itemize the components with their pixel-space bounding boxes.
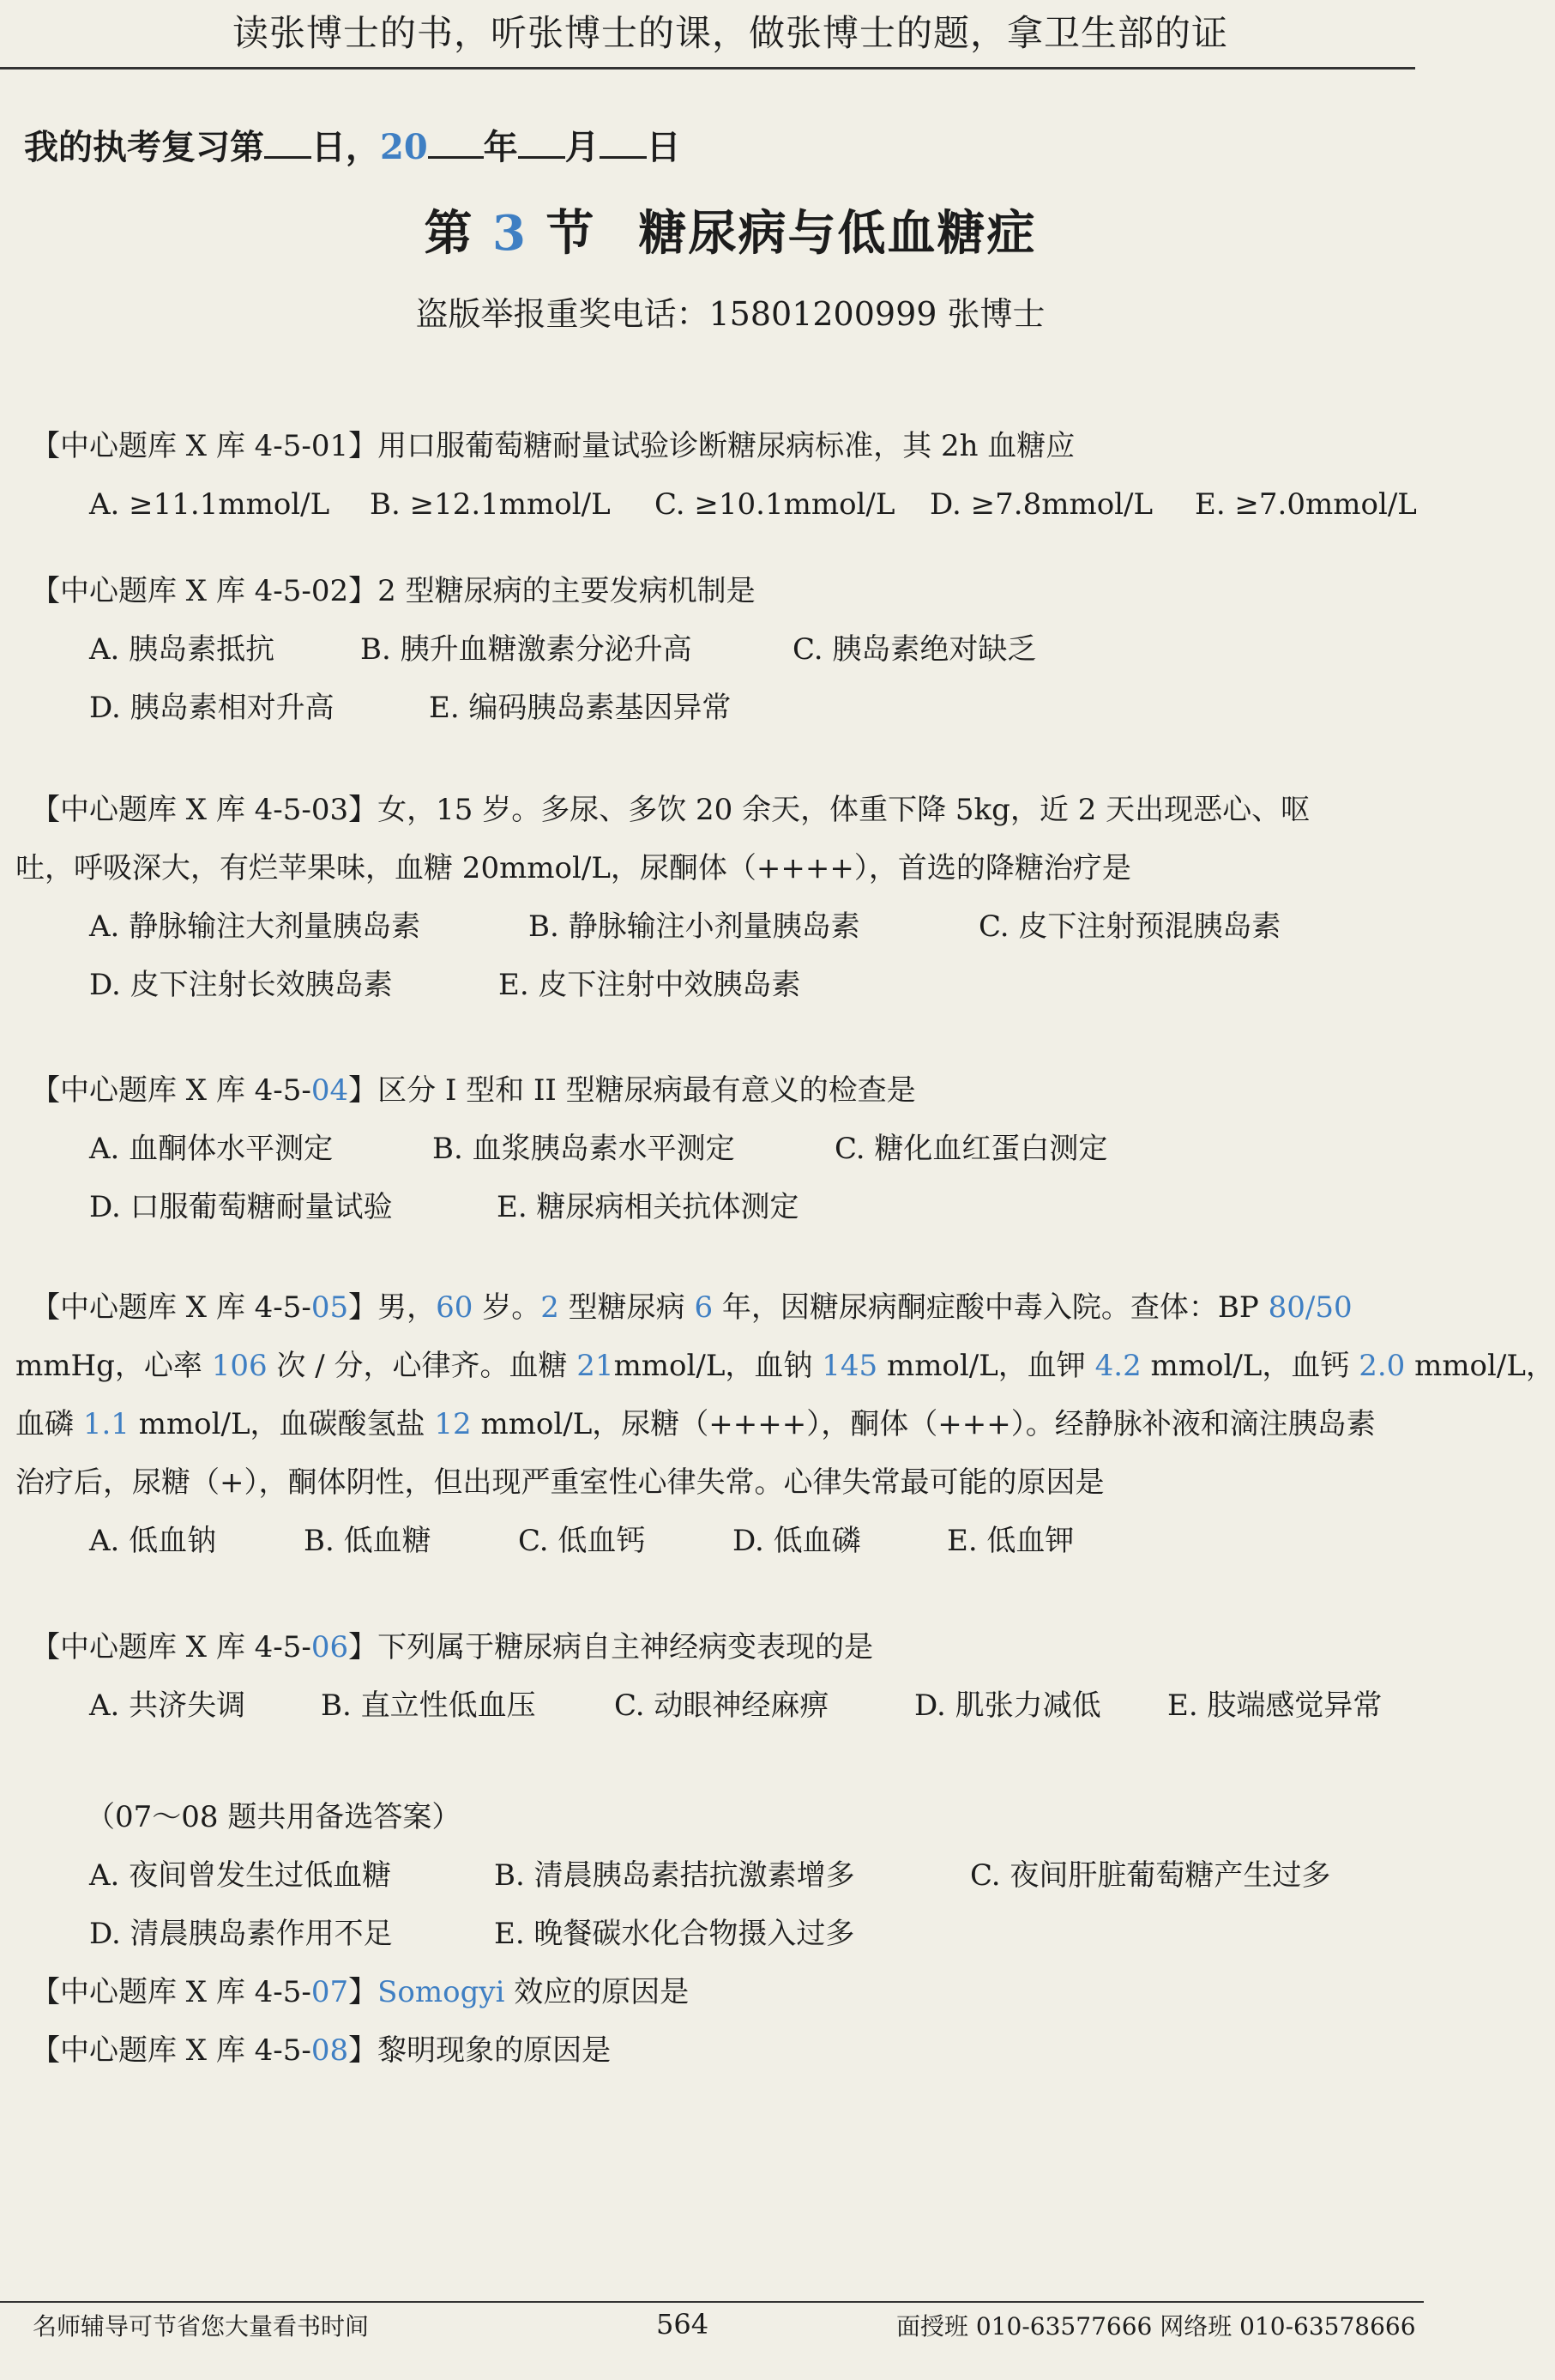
option-c: C. 胰岛素绝对缺乏: [793, 632, 1037, 667]
option-a: A. 静脉输注大剂量胰岛素: [89, 909, 421, 944]
stem-text: mmol/L，: [1405, 1349, 1555, 1383]
option-a: A. 血酮体水平测定: [89, 1132, 334, 1166]
question-source: 【中心题库 X 库 4-5-02】: [31, 574, 378, 608]
stem-text: 血磷: [15, 1407, 83, 1441]
question-source-number: 05: [310, 1290, 349, 1325]
shared-options-title: （07～08 题共用备选答案）: [86, 1800, 461, 1834]
section-title: [0, 196, 1461, 264]
option-b: B. 清晨胰岛素拮抗激素增多: [494, 1858, 855, 1893]
option-b: B. 胰升血糖激素分泌升高: [360, 632, 692, 667]
review-progress-line: [24, 120, 681, 169]
footer-rule: [0, 2301, 1424, 2303]
day2-label: 日: [646, 127, 681, 167]
question-02: [31, 562, 1426, 737]
option-a: A. ≥11.1mmol/L: [89, 487, 330, 522]
duration-value: 6: [694, 1290, 714, 1325]
question-06: [31, 1618, 1426, 1735]
question-source-number: 08: [310, 2033, 349, 2068]
option-d: D. 低血磷: [732, 1524, 861, 1558]
option-e: E. 糖尿病相关抗体测定: [497, 1190, 799, 1224]
section-number: 3: [492, 205, 527, 262]
stem-text: 治疗后，尿糖（+），酮体阴性，但出现严重室性心律失常。心律失常最可能的原因是: [15, 1465, 1105, 1500]
stem-text: 年，因糖尿病酮症酸中毒入院。查体：BP: [713, 1290, 1269, 1325]
footer-tagline: 名师辅导可节省您大量看书时间: [33, 2312, 370, 2341]
question-source-suffix: 】: [348, 1073, 378, 1108]
option-d: D. 胰岛素相对升高: [89, 691, 335, 725]
stem-text: mmol/L，血钙: [1141, 1349, 1359, 1383]
year-prefix: 20: [380, 127, 428, 167]
somogyi-term: Somogyi: [377, 1975, 505, 2009]
bp-value: 80/50: [1268, 1290, 1353, 1325]
option-c: C. 夜间肝脏葡萄糖产生过多: [970, 1858, 1331, 1893]
option-a: A. 共济失调: [89, 1688, 246, 1723]
option-e: E. 编码胰岛素基因异常: [429, 691, 732, 725]
question-text-line2: 吐，呼吸深大，有烂苹果味，血糖 20mmol/L，尿酮体（++++），首选的降糖治疗是: [15, 851, 1131, 885]
year-label: 年: [483, 127, 518, 167]
question-source-number: 04: [310, 1073, 349, 1108]
day-label: 日，: [311, 127, 380, 167]
question-05: [15, 1278, 1555, 1570]
piracy-hotline: 盗版举报重奖电话：15801200999 张博士: [415, 295, 1046, 333]
question-source-suffix: 】: [348, 1975, 378, 2009]
month-blank: [518, 130, 565, 159]
option-d: D. 口服葡萄糖耐量试验: [89, 1190, 393, 1224]
footer-contact: 面授班 010-63577666 网络班 010-63578666: [896, 2312, 1416, 2341]
option-d: D. ≥7.8mmol/L: [930, 487, 1154, 522]
option-e: E. 晚餐碳水化合物摄入过多: [494, 1917, 855, 1951]
month-label: 月: [564, 127, 600, 167]
question-04: [31, 1061, 1426, 1236]
question-source-prefix: 【中心题库 X 库 4-5-: [31, 1290, 311, 1325]
question-text: 区分 I 型和 II 型糖尿病最有意义的检查是: [377, 1073, 916, 1108]
question-source: 【中心题库 X 库 4-5-01】: [31, 429, 378, 463]
phosphate-value: 1.1: [82, 1407, 130, 1441]
question-source-prefix: 【中心题库 X 库 4-5-: [31, 1073, 311, 1108]
question-source: 【中心题库 X 库 4-5-03】: [31, 793, 378, 827]
option-b: B. 直立性低血压: [321, 1688, 536, 1723]
day2-blank: [600, 130, 647, 159]
question-source-prefix: 【中心题库 X 库 4-5-: [31, 2033, 311, 2068]
diabetes-type-value: 2: [540, 1290, 559, 1325]
stem-text: mmol/L，血钠: [613, 1349, 823, 1383]
heart-rate-value: 106: [211, 1349, 268, 1383]
question-01: [31, 417, 1426, 534]
stem-text: 型糖尿病: [558, 1290, 695, 1325]
option-b: B. 血浆胰岛素水平测定: [432, 1132, 735, 1166]
sodium-value: 145: [822, 1349, 878, 1383]
option-a: A. 低血钠: [89, 1524, 217, 1558]
question-source-suffix: 】: [348, 1290, 378, 1325]
stem-text: 次 / 分，心律齐。血糖: [267, 1349, 577, 1383]
header-slogan: 读张博士的书，听张博士的课，做张博士的题，拿卫生部的证: [232, 12, 1228, 54]
question-text-line1: 女，15 岁。多尿、多饮 20 余天，体重下降 5kg，近 2 天出现恶心、呕: [377, 793, 1311, 827]
question-03: [15, 781, 1426, 1014]
shared-options-group: [31, 1788, 1426, 2080]
question-text: 黎明现象的原因是: [377, 2033, 612, 2068]
option-c: C. 皮下注射预混胰岛素: [979, 909, 1281, 944]
option-e: E. 皮下注射中效胰岛素: [498, 968, 801, 1002]
option-b: B. 低血糖: [304, 1524, 431, 1558]
question-source-number: 07: [310, 1975, 349, 2009]
potassium-value: 4.2: [1094, 1349, 1142, 1383]
option-c: C. 低血钙: [518, 1524, 646, 1558]
option-d: D. 皮下注射长效胰岛素: [89, 968, 393, 1002]
page-number: 564: [656, 2308, 709, 2341]
stem-text: mmol/L，尿糖（++++），酮体（+++）。经静脉补液和滴注胰岛素: [471, 1407, 1376, 1441]
stem-text: 岁。: [473, 1290, 541, 1325]
option-c: C. 糖化血红蛋白测定: [835, 1132, 1108, 1166]
option-a: A. 胰岛素抵抗: [89, 632, 275, 667]
stem-text: mmol/L，血钾: [877, 1349, 1095, 1383]
option-e: E. 低血钾: [947, 1524, 1075, 1558]
section-prefix: 第: [424, 205, 474, 262]
question-07: [31, 1963, 1426, 2021]
question-source-prefix: 【中心题库 X 库 4-5-: [31, 1630, 311, 1664]
question-source-suffix: 】: [348, 2033, 378, 2068]
question-source-prefix: 【中心题库 X 库 4-5-: [31, 1975, 311, 2009]
header-rule: [0, 67, 1415, 69]
question-text: 效应的原因是: [504, 1975, 690, 2009]
section-name: 糖尿病与低血糖症: [638, 205, 1037, 262]
stem-text: mmHg，心率: [15, 1349, 212, 1383]
option-e: E. 肢端感觉异常: [1167, 1688, 1383, 1723]
stem-text: 男，: [377, 1290, 437, 1325]
section-suffix: 节: [545, 205, 596, 262]
option-b: B. ≥12.1mmol/L: [370, 487, 611, 522]
glucose-value: 21: [576, 1349, 614, 1383]
review-prefix: 我的执考复习第: [24, 127, 264, 167]
option-a: A. 夜间曾发生过低血糖: [89, 1858, 392, 1893]
question-text: 2 型糖尿病的主要发病机制是: [377, 574, 756, 608]
bicarbonate-value: 12: [434, 1407, 472, 1441]
question-text: 下列属于糖尿病自主神经病变表现的是: [377, 1630, 874, 1664]
option-b: B. 静脉输注小剂量胰岛素: [528, 909, 860, 944]
option-d: D. 清晨胰岛素作用不足: [89, 1917, 393, 1951]
question-source-suffix: 】: [348, 1630, 378, 1664]
option-c: C. 动眼神经麻痹: [614, 1688, 829, 1723]
option-e: E. ≥7.0mmol/L: [1195, 487, 1417, 522]
stem-text: mmol/L，血碳酸氢盐: [129, 1407, 435, 1441]
option-c: C. ≥10.1mmol/L: [654, 487, 895, 522]
question-source-number: 06: [310, 1630, 349, 1664]
year-blank: [428, 130, 484, 159]
question-text: 用口服葡萄糖耐量试验诊断糖尿病标准，其 2h 血糖应: [377, 429, 1076, 463]
option-d: D. 肌张力减低: [914, 1688, 1101, 1723]
calcium-value: 2.0: [1359, 1349, 1406, 1383]
day-blank: [264, 130, 311, 159]
question-08: [31, 2021, 1426, 2080]
age-value: 60: [436, 1290, 473, 1325]
